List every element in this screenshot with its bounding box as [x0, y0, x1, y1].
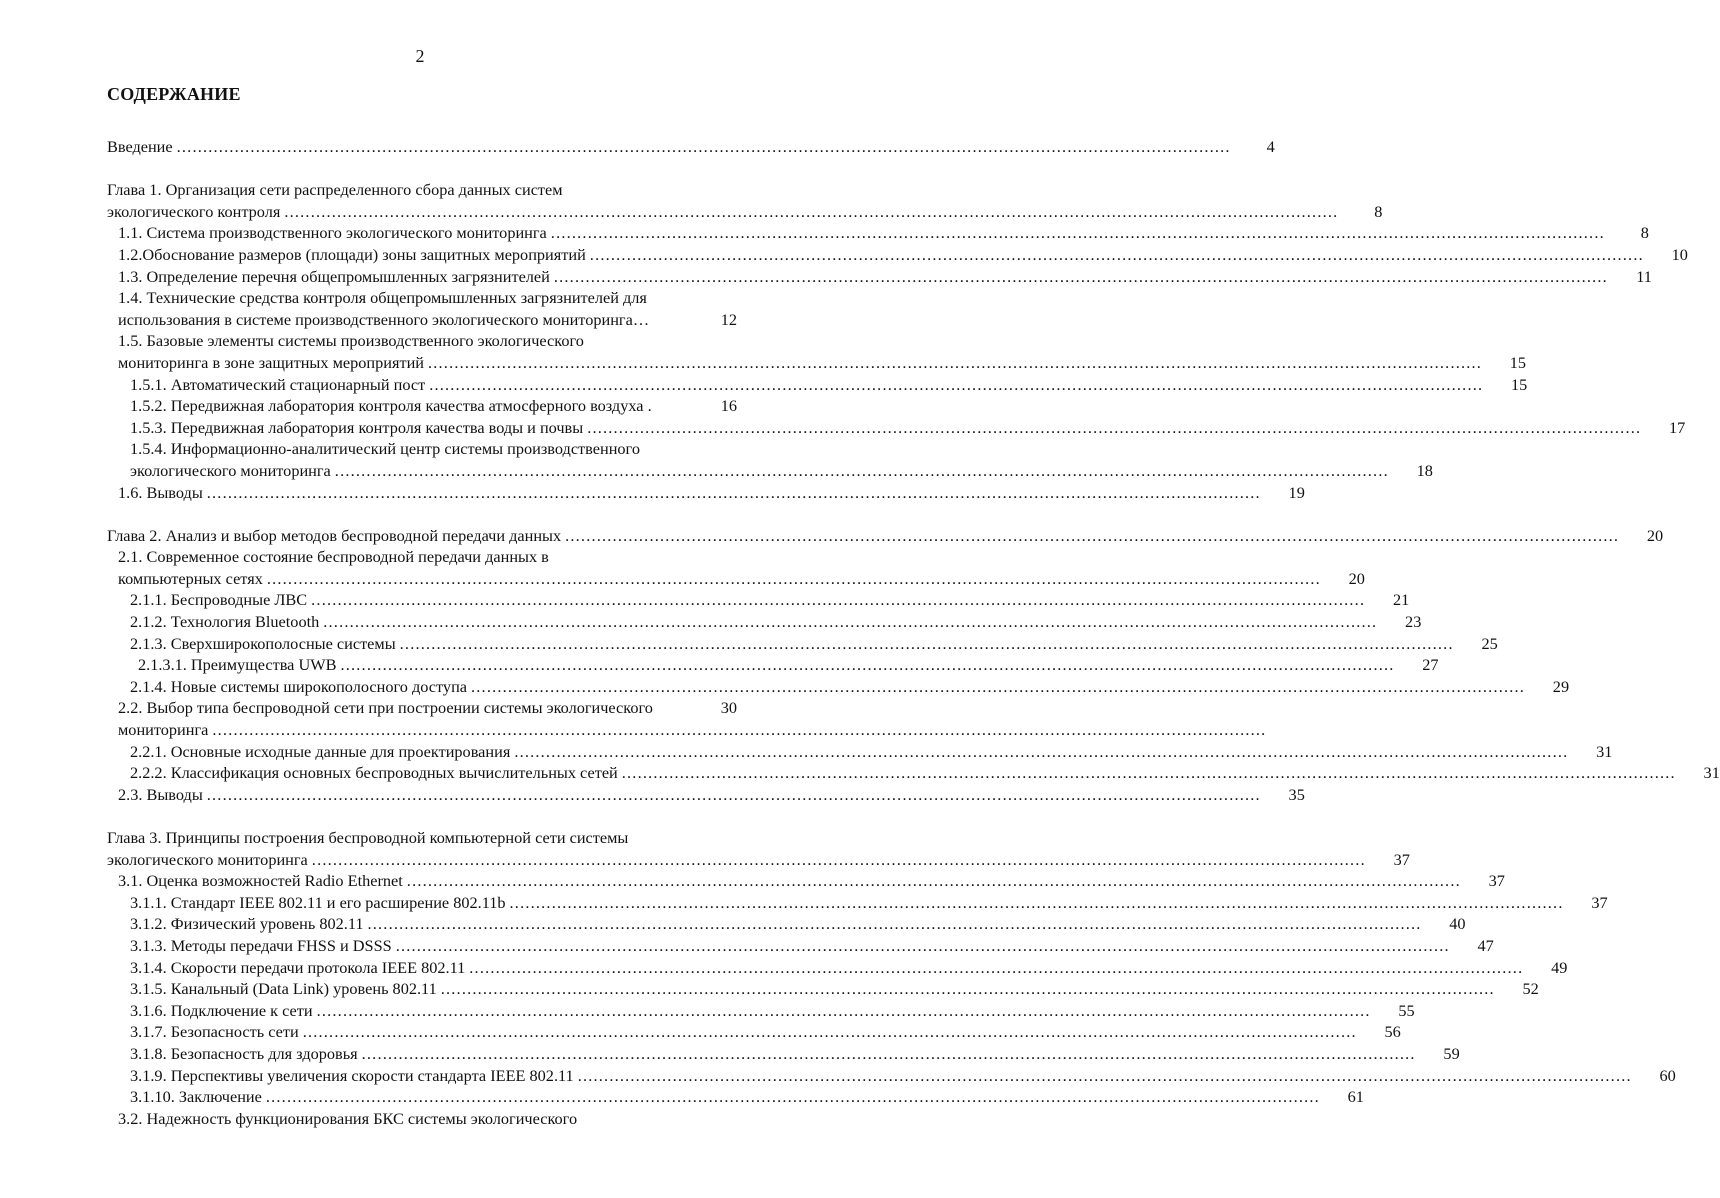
- toc-line: [107, 438, 737, 460]
- toc-page-number: 31: [1703, 763, 1720, 783]
- spacer: [107, 158, 737, 180]
- toc-page-number: 59: [1443, 1043, 1460, 1063]
- toc-line: [107, 762, 1720, 784]
- toc-entry[interactable]: [107, 438, 1433, 481]
- toc-entry[interactable]: [107, 978, 1539, 1000]
- dot-leader: ........................................................................................................................................................................................................: [395, 935, 1450, 955]
- toc-page-number: 17: [1668, 417, 1686, 437]
- dot-leader: ........................................................................................................................................................................................................: [509, 892, 1564, 912]
- spacer: [647, 287, 693, 309]
- toc-entry[interactable]: [107, 482, 1305, 504]
- toc-entry[interactable]: [107, 1086, 1364, 1108]
- toc-entry[interactable]: [107, 892, 1608, 914]
- toc-entry[interactable]: [107, 827, 1410, 870]
- toc-page-number: [693, 438, 737, 460]
- toc-line: [107, 978, 1539, 1000]
- dot-leader: ........................................................................................................................................................................................................: [176, 137, 1231, 156]
- toc-entry-title: 2.1. Современное состояние беспроводной передачи данных в: [118, 547, 549, 567]
- dot-leader: ........................................................................................................................................................................................................: [311, 849, 1366, 869]
- toc-entry[interactable]: [107, 1065, 1676, 1087]
- toc-entry[interactable]: [107, 330, 1527, 373]
- toc-entry[interactable]: [107, 417, 1686, 439]
- toc-page-number: 35: [1288, 784, 1305, 804]
- toc-entry[interactable]: [107, 222, 1649, 244]
- dot-leader: ........................................................................................................................................................................................................: [302, 1022, 1357, 1042]
- toc-entry-title: 1.4. Технические средства контроля общепромышленных загрязнителей для: [118, 288, 647, 308]
- toc-page-number: 10: [1671, 244, 1688, 264]
- dot-leader: ........................................................................................................................................................................................................: [428, 352, 1483, 372]
- toc-page-number: [693, 827, 737, 849]
- toc-entry-title: 1.6. Выводы: [118, 482, 203, 502]
- toc-entry-title: 1.5.4. Информационно-аналитический центр системы производственного: [130, 439, 640, 459]
- dot-leader: ........................................................................................................................................................................................................: [399, 633, 1454, 653]
- toc-entry[interactable]: [107, 913, 1466, 935]
- toc-page-number: 29: [1552, 676, 1570, 696]
- toc-line: [107, 1043, 1460, 1065]
- dot-leader: ........................................................................................................................................................................................................: [334, 460, 1389, 480]
- page-number: 2: [415, 46, 425, 66]
- toc-entry[interactable]: [107, 266, 1652, 288]
- toc-entry-title: 3.1.8. Безопасность для здоровья: [130, 1043, 358, 1063]
- spacer: [107, 805, 737, 827]
- toc-entry-title: 3.1.10. Заключение: [130, 1087, 262, 1107]
- dot-leader: ........................................................................................................................................................................................................: [316, 1000, 1371, 1020]
- toc-line: [107, 611, 1422, 633]
- spacer: [577, 1108, 693, 1130]
- toc-entry-title: 2.1.1. Беспроводные ЛВС: [130, 590, 308, 610]
- toc-page-number: 60: [1659, 1065, 1676, 1085]
- table-of-contents: [107, 136, 1720, 1129]
- toc-entry-title: Глава 3. Принципы построения беспроводной компьютерной сети системы: [107, 828, 629, 847]
- toc-entry-title: 2.1.4. Новые системы широкополосного доступа: [130, 676, 468, 696]
- toc-page-number: 23: [1405, 612, 1422, 632]
- toc-line: [107, 374, 1528, 396]
- toc-entry[interactable]: [107, 697, 1267, 740]
- toc-entry-title: 3.1.5. Канальный (Data Link) уровень 802.11: [130, 979, 437, 999]
- toc-line: [107, 309, 737, 331]
- toc-page-number: [693, 546, 737, 568]
- dot-leader: ........................................................................................................................................................................................................: [429, 374, 1484, 394]
- toc-page-number: 47: [1477, 935, 1494, 955]
- toc-line: [107, 179, 737, 201]
- toc-entry[interactable]: [107, 633, 1498, 655]
- toc-line: [107, 244, 1688, 266]
- dot-leader: ........................................................................................................................................................................................................: [284, 201, 1339, 221]
- toc-line: [107, 201, 1383, 223]
- toc-entry[interactable]: [107, 762, 1720, 784]
- toc-line: [107, 1021, 1401, 1043]
- toc-line: [107, 1000, 1415, 1022]
- toc-entry[interactable]: [107, 1000, 1415, 1022]
- toc-page-number: [693, 287, 737, 309]
- dot-leader: ........................................................................................................................................................................................................: [621, 763, 1676, 783]
- toc-line: [107, 892, 1608, 914]
- toc-line: [107, 1065, 1676, 1087]
- dot-leader: ........................................................................................................................................................................................................: [550, 223, 1605, 243]
- toc-entry-title: 3.1.1. Стандарт IEEE 802.11 и его расширение 802.11b: [130, 892, 506, 912]
- toc-line: [107, 870, 1505, 892]
- toc-page-number: 8: [1640, 223, 1649, 243]
- toc-entry-title: 1.3. Определение перечня общепромышленных загрязнителей: [118, 266, 550, 286]
- toc-entry-title: 2.1.3.1. Преимущества UWB: [138, 655, 337, 675]
- toc-entry[interactable]: [107, 1021, 1401, 1043]
- dot-leader: ........................................................................................................................................................................................................: [361, 1043, 1416, 1063]
- toc-page-number: 31: [1596, 741, 1613, 761]
- toc-page-number: 30: [720, 698, 737, 718]
- toc-page-number: 37: [1488, 871, 1505, 891]
- toc-entry-title: 2.3. Выводы: [118, 784, 203, 804]
- toc-entry-title: 1.5.2. Передвижная лаборатория контроля качества атмосферного воздуха .: [130, 396, 652, 416]
- toc-page-number: 52: [1522, 979, 1539, 999]
- spacer: [563, 179, 693, 201]
- toc-entry-title: Глава 2. Анализ и выбор методов беспроводной передачи данных: [107, 525, 562, 545]
- toc-entry-title: 3.1.2. Физический уровень 802.11: [130, 914, 364, 934]
- toc-entry-title: 3.2. Надежность функционирования БКС системы экологического: [118, 1108, 578, 1128]
- dot-leader: ........................................................................................................................................................................................................: [340, 655, 1395, 675]
- toc-line: [107, 741, 1613, 763]
- toc-page-number: 15: [1510, 374, 1528, 394]
- spacer: [549, 546, 693, 568]
- toc-entry[interactable]: [107, 244, 1688, 266]
- toc-page-number: 49: [1551, 957, 1568, 977]
- dot-leader: ........................................................................................................................................................................................................: [553, 266, 1608, 286]
- spacer: [628, 827, 693, 849]
- toc-entry[interactable]: [107, 395, 737, 417]
- toc-page-number: 19: [1288, 482, 1305, 502]
- dot-leader: ........................................................................................................................................................................................................: [565, 525, 1620, 545]
- toc-line: [107, 546, 737, 568]
- toc-page-number: 12: [720, 309, 737, 329]
- toc-entry-title: 3.1.6. Подключение к сети: [130, 1000, 313, 1020]
- dot-leader: ........................................................................................................................................................................................................: [440, 979, 1495, 999]
- toc-entry[interactable]: [107, 374, 1528, 396]
- dot-leader: ........................................................................................................................................................................................................: [406, 871, 1461, 891]
- toc-page-number: 61: [1347, 1087, 1364, 1107]
- toc-page-number: [1266, 719, 1310, 741]
- toc-entry-title: экологического контроля: [107, 201, 281, 221]
- toc-line: [107, 287, 737, 309]
- toc-line: [107, 352, 1527, 374]
- spacer: [640, 438, 693, 460]
- dot-leader: ........................................................................................................................................................................................................: [469, 957, 1524, 977]
- toc-line: [107, 633, 1498, 655]
- dot-leader: ........................................................................................................................................................................................................: [265, 1087, 1320, 1107]
- toc-line: [107, 1108, 737, 1130]
- toc-page-number: 40: [1449, 914, 1466, 934]
- toc-entry-title: 2.2.2. Классификация основных беспроводных вычислительных сетей: [130, 763, 618, 783]
- toc-page-number: 37: [1591, 892, 1608, 912]
- toc-entry[interactable]: [107, 957, 1568, 979]
- dot-leader: ........................................................................................................................................................................................................: [471, 676, 1526, 696]
- toc-entry-title: 2.2. Выбор типа беспроводной сети при построении системы экологического: [118, 698, 653, 718]
- toc-entry[interactable]: [107, 1043, 1460, 1065]
- dot-leader: ........................................................................................................................................................................................................: [577, 1065, 1632, 1085]
- toc-line: [107, 935, 1494, 957]
- toc-line: [107, 222, 1649, 244]
- dot-leader: ........................................................................................................................................................................................................: [206, 482, 1261, 502]
- dot-leader: ........................................................................................................................................................................................................: [212, 720, 1267, 740]
- toc-entry[interactable]: [107, 935, 1494, 957]
- toc-entry-title: 3.1. Оценка возможностей Radio Ethernet: [118, 871, 403, 891]
- toc-entry-title: использования в системе производственного экологического мониторинга…: [118, 309, 650, 329]
- dot-leader: ........................................................................................................................................................................................................: [514, 741, 1569, 761]
- toc-page-number: 55: [1398, 1000, 1415, 1020]
- toc-line: [107, 676, 1570, 698]
- toc-line: [107, 330, 737, 352]
- toc-entry-title: 1.5. Базовые элементы системы производственного экологического: [118, 331, 584, 351]
- toc-line: [107, 849, 1410, 871]
- toc-entry-title: 1.5.1. Автоматический стационарный пост: [130, 374, 426, 394]
- toc-entry-title: Глава 1. Организация сети распределенного сбора данных систем: [107, 180, 563, 200]
- toc-entry-title: 3.1.3. Методы передачи FHSS и DSSS: [130, 935, 392, 955]
- toc-entry[interactable]: [107, 654, 1439, 676]
- toc-line: [107, 654, 1439, 676]
- spacer: [649, 309, 693, 331]
- toc-entry[interactable]: [107, 179, 1383, 222]
- toc-entry[interactable]: [107, 287, 737, 330]
- spacer: [652, 395, 693, 417]
- page-title: СОДЕРЖАНИЕ: [107, 84, 241, 104]
- spacer: [107, 503, 737, 525]
- toc-entry-title: 1.2.Обоснование размеров (площади) зоны защитных мероприятий: [118, 244, 586, 264]
- toc-line: [107, 589, 1410, 611]
- dot-leader: ........................................................................................................................................................................................................: [587, 417, 1642, 437]
- toc-line: [107, 136, 1275, 158]
- toc-line: [107, 784, 1305, 806]
- toc-page-number: 18: [1416, 460, 1433, 480]
- spacer: [584, 330, 693, 352]
- toc-entry-title: 2.2.1. Основные исходные данные для проектирования: [130, 741, 511, 761]
- toc-page-number: 56: [1384, 1022, 1401, 1042]
- toc-line: [107, 482, 1305, 504]
- toc-entry[interactable]: [107, 136, 1275, 158]
- dot-leader: ........................................................................................................................................................................................................: [367, 914, 1422, 934]
- dot-leader: ........................................................................................................................................................................................................: [323, 612, 1378, 632]
- toc-line: [107, 266, 1652, 288]
- toc-page-number: 16: [720, 396, 737, 416]
- toc-line: [107, 913, 1466, 935]
- toc-entry[interactable]: [107, 741, 1613, 763]
- toc-line: [107, 568, 1365, 590]
- toc-line: [107, 827, 737, 849]
- toc-page-number: [693, 330, 737, 352]
- toc-entry-title: 3.1.7. Безопасность сети: [130, 1022, 299, 1042]
- toc-entry[interactable]: [107, 1108, 737, 1130]
- toc-entry-title: мониторинга в зоне защитных мероприятий: [118, 352, 424, 372]
- toc-entry-title: компьютерных сетях: [118, 568, 263, 588]
- dot-leader: ........................................................................................................................................................................................................: [589, 244, 1644, 264]
- toc-entry-title: 3.1.4. Скорости передачи протокола IEEE 802.11: [130, 957, 466, 977]
- toc-entry[interactable]: [107, 546, 1365, 589]
- toc-entry[interactable]: [107, 525, 1664, 547]
- toc-entry[interactable]: [107, 611, 1422, 633]
- toc-entry-title: мониторинга: [118, 720, 209, 740]
- toc-entry-title: Введение: [107, 137, 173, 156]
- toc-page-number: 4: [1266, 137, 1275, 156]
- toc-page-number: 11: [1636, 266, 1652, 286]
- toc-entry-title: 1.5.3. Передвижная лаборатория контроля качества воды и почвы: [130, 417, 584, 437]
- toc-entry-title: 3.1.9. Перспективы увеличения скорости стандарта IEEE 802.11: [130, 1065, 574, 1085]
- toc-entry-title: 2.1.3. Сверхширокополосные системы: [130, 633, 396, 653]
- toc-page-number: 20: [1348, 568, 1365, 588]
- toc-page-number: [693, 1108, 737, 1130]
- toc-entry[interactable]: [107, 870, 1505, 892]
- dot-leader: ........................................................................................................................................................................................................: [206, 784, 1261, 804]
- toc-page-number: [693, 179, 737, 201]
- toc-page-number: 25: [1481, 633, 1498, 653]
- toc-line: [107, 460, 1433, 482]
- toc-entry-title: экологического мониторинга: [130, 460, 331, 480]
- spacer: [653, 697, 693, 719]
- toc-entry-title: экологического мониторинга: [107, 849, 308, 869]
- toc-line: [107, 697, 737, 719]
- toc-line: [107, 525, 1664, 547]
- toc-entry-title: 2.1.2. Технология Bluetooth: [130, 612, 320, 632]
- dot-leader: ........................................................................................................................................................................................................: [266, 568, 1321, 588]
- toc-page-number: 27: [1422, 655, 1439, 675]
- toc-line: [107, 957, 1568, 979]
- toc-entry[interactable]: [107, 676, 1570, 698]
- toc-entry-title: 1.1. Система производственного экологического мониторинга: [118, 223, 547, 243]
- toc-line: [107, 417, 1686, 439]
- toc-page-number: 8: [1374, 201, 1383, 221]
- toc-page-number: 37: [1393, 849, 1410, 869]
- toc-page-number: 20: [1646, 525, 1664, 545]
- toc-line: [107, 719, 1267, 741]
- toc-entry[interactable]: [107, 784, 1305, 806]
- toc-line: [107, 1086, 1364, 1108]
- toc-line: [107, 395, 737, 417]
- toc-entry[interactable]: [107, 589, 1410, 611]
- toc-page-number: 21: [1392, 590, 1410, 610]
- dot-leader: ........................................................................................................................................................................................................: [311, 590, 1366, 610]
- toc-page-number: 15: [1509, 352, 1527, 372]
